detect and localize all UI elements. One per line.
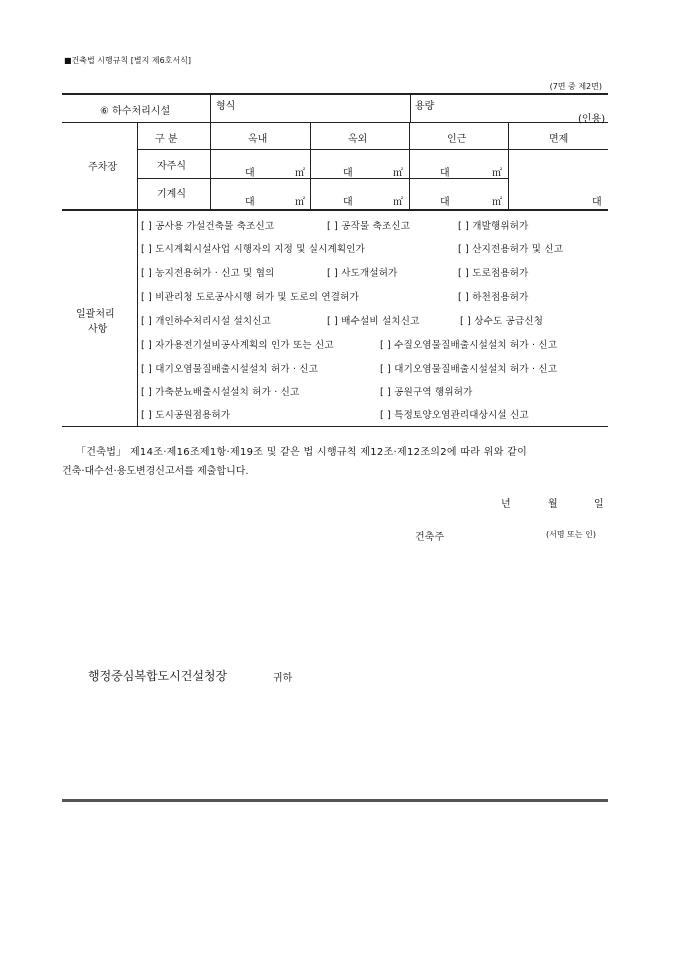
parking-col-outdoor: 옥외 [348,134,368,145]
divider [409,122,410,209]
bottom-rule [62,799,608,802]
batch-item: [ ] 도시계획시설사업 시행자의 지정 및 실시계획인가 [141,244,366,255]
parking-unit: ㎡ [492,168,502,179]
parking-label: 주차장 [88,162,117,173]
parking-unit: 대 [343,168,353,179]
parking-col-exempt: 면제 [549,134,569,145]
sewage-capacity-unit: (인용) [578,114,606,125]
batch-item: [ ] 공사용 가설건축물 축조신고 [141,221,275,232]
divider [137,149,608,150]
date-month: 월 [548,499,558,510]
divider [137,211,138,426]
batch-item: [ ] 개인하수처리시설 설치신고 [141,316,271,327]
sewage-label: ⑥ 하수처리시설 [100,106,171,117]
batch-item: [ ] 하천점용허가 [458,292,529,303]
table-bottom-border [62,426,608,427]
batch-item: [ ] 자가용전기설비공사계획의 인가 또는 신고 [141,340,334,351]
batch-item: [ ] 상수도 공급신청 [460,316,544,327]
batch-item: [ ] 사도개설허가 [327,268,398,279]
divider [210,95,211,122]
statement-line: 건축·대수선·용도변경신고서를 제출합니다. [62,466,249,477]
divider [62,122,608,123]
applicant-label: 건축주 [415,532,444,543]
divider [508,122,509,209]
parking-col-nearby: 인근 [447,134,467,145]
parking-unit: ㎡ [393,197,403,208]
parking-unit: 대 [440,197,450,208]
parking-unit: ㎡ [393,168,403,179]
divider [410,95,411,122]
batch-label: 일괄처리 [76,309,115,320]
batch-item: [ ] 도로점용허가 [458,268,529,279]
parking-unit: 대 [440,168,450,179]
form-title: ■건축법 시행규칙 [별지 제6호서식] [64,56,191,65]
batch-item: [ ] 공작물 축조신고 [327,221,411,232]
batch-item: [ ] 비관리청 도로공사시행 허가 및 도로의 연결허가 [141,292,359,303]
batch-item: [ ] 도시공원점용허가 [141,410,231,421]
date-year: 년 [501,499,511,510]
batch-item: [ ] 공원구역 행위허가 [380,387,473,398]
parking-unit: ㎡ [295,168,305,179]
batch-item: [ ] 특정토양오염관리대상시설 신고 [380,410,529,421]
batch-item: [ ] 개발행위허가 [458,221,529,232]
parking-exempt-unit: 대 [592,197,602,208]
parking-row-mechanical: 기계식 [157,189,186,200]
parking-unit: ㎡ [295,197,305,208]
statement-line: 「건축법」 제14조·제16조제1항·제19조 및 같은 법 시행규칙 제12조·제12조의2에 따라 위와 같이 [76,447,528,458]
table-top-border [62,93,608,95]
parking-unit: 대 [245,168,255,179]
batch-item: [ ] 대기오염물질배출시설설치 허가 · 신고 [141,364,319,375]
recipient-name: 행정중심복합도시건설청장 [88,669,228,683]
parking-col-category: 구 분 [155,134,178,145]
batch-item: [ ] 가축분뇨배출시설설치 허가 · 신고 [141,387,300,398]
batch-item: [ ] 농지전용허가 · 신고 및 협의 [141,268,275,279]
signature-note: (서명 또는 인) [546,530,596,539]
parking-row-self: 자주식 [157,161,186,172]
recipient-suffix: 귀하 [273,673,293,684]
batch-item: [ ] 배수설비 설치신고 [327,316,420,327]
page-number: (7면 중 제2면) [549,82,602,91]
date-day: 일 [594,499,604,510]
batch-item: [ ] 대기오염물질배출시설설치 허가 · 신고 [380,364,558,375]
divider [62,209,608,211]
divider [310,122,311,209]
parking-col-indoor: 옥내 [248,134,268,145]
sewage-type-label: 형식 [216,101,236,112]
batch-item: [ ] 산지전용허가 및 신고 [458,244,564,255]
sewage-capacity-label: 용량 [415,101,435,112]
divider [137,122,138,209]
parking-unit: 대 [343,197,353,208]
divider [210,122,211,209]
parking-unit: 대 [245,197,255,208]
batch-item: [ ] 수질오염물질배출시설설치 허가 · 신고 [380,340,558,351]
batch-label: 사항 [88,324,108,335]
divider [137,178,508,179]
parking-unit: ㎡ [492,197,502,208]
